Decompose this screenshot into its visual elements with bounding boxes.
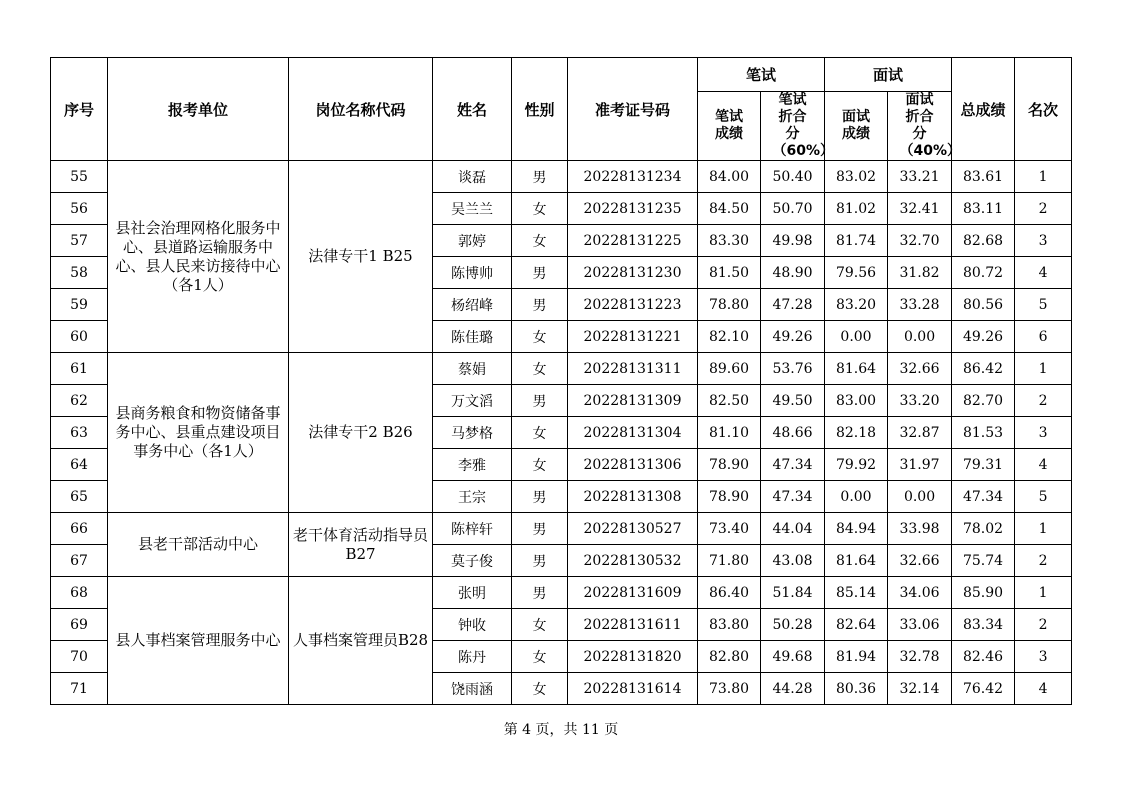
header-rank: 名次 [1015,58,1072,161]
cell-interview-weighted: 32.66 [888,545,952,577]
cell-rank: 1 [1015,577,1072,609]
cell-total: 80.72 [952,257,1015,289]
header-post: 岗位名称代码 [289,58,433,161]
cell-exam-no: 20228130527 [568,513,698,545]
cell-seq: 64 [51,449,108,481]
cell-exam-no: 20228131225 [568,225,698,257]
table-header [51,58,1072,161]
header-gender: 性别 [512,58,568,161]
cell-total: 82.68 [952,225,1015,257]
cell-gender: 女 [512,353,568,385]
cell-gender: 女 [512,417,568,449]
cell-interview-weighted: 0.00 [888,321,952,353]
cell-seq: 70 [51,641,108,673]
cell-seq: 62 [51,385,108,417]
cell-seq: 58 [51,257,108,289]
cell-written-weighted: 47.28 [761,289,825,321]
cell-name: 谈磊 [433,161,512,193]
cell-name: 王宗 [433,481,512,513]
table-row [51,353,1072,385]
cell-name: 杨绍峰 [433,289,512,321]
cell-exam-no: 20228131235 [568,193,698,225]
cell-written-score: 81.50 [698,257,761,289]
cell-name: 钟收 [433,609,512,641]
cell-interview-weighted: 32.78 [888,641,952,673]
cell-interview-score: 0.00 [825,481,888,513]
cell-written-score: 89.60 [698,353,761,385]
cell-written-score: 82.10 [698,321,761,353]
cell-seq: 65 [51,481,108,513]
cell-total: 81.53 [952,417,1015,449]
cell-exam-no: 20228131306 [568,449,698,481]
cell-written-weighted: 51.84 [761,577,825,609]
cell-total: 78.02 [952,513,1015,545]
cell-interview-score: 79.56 [825,257,888,289]
cell-seq: 56 [51,193,108,225]
header-name: 姓名 [433,58,512,161]
cell-written-score: 86.40 [698,577,761,609]
cell-interview-score: 82.18 [825,417,888,449]
cell-gender: 女 [512,641,568,673]
cell-interview-weighted: 33.20 [888,385,952,417]
header-written-group: 笔试 [698,58,825,92]
cell-rank: 6 [1015,321,1072,353]
cell-written-weighted: 47.34 [761,449,825,481]
cell-seq: 57 [51,225,108,257]
cell-unit: 县人事档案管理服务中心 [108,577,289,705]
cell-unit: 县社会治理网格化服务中心、县道路运输服务中心、县人民来访接待中心（各1人） [108,161,289,353]
cell-written-weighted: 49.68 [761,641,825,673]
cell-name: 李雅 [433,449,512,481]
cell-total: 80.56 [952,289,1015,321]
cell-rank: 2 [1015,545,1072,577]
cell-seq: 71 [51,673,108,705]
cell-rank: 2 [1015,385,1072,417]
cell-name: 陈佳璐 [433,321,512,353]
cell-interview-score: 81.64 [825,353,888,385]
cell-gender: 男 [512,161,568,193]
cell-unit: 县商务粮食和物资储备事务中心、县重点建设项目事务中心（各1人） [108,353,289,513]
cell-interview-weighted: 33.21 [888,161,952,193]
cell-written-weighted: 50.28 [761,609,825,641]
cell-written-weighted: 53.76 [761,353,825,385]
cell-rank: 1 [1015,161,1072,193]
cell-written-score: 78.90 [698,449,761,481]
cell-interview-score: 85.14 [825,577,888,609]
cell-interview-score: 80.36 [825,673,888,705]
header-written-score: 笔试成绩 [698,92,761,161]
cell-name: 马梦格 [433,417,512,449]
cell-name: 郭婷 [433,225,512,257]
cell-written-score: 73.40 [698,513,761,545]
cell-exam-no: 20228131820 [568,641,698,673]
cell-seq: 55 [51,161,108,193]
cell-seq: 69 [51,609,108,641]
cell-exam-no: 20228130532 [568,545,698,577]
cell-post: 法律专干1 B25 [289,161,433,353]
header-exam-no: 准考证号码 [568,58,698,161]
cell-gender: 男 [512,513,568,545]
cell-written-weighted: 49.26 [761,321,825,353]
cell-exam-no: 20228131304 [568,417,698,449]
cell-written-weighted: 44.04 [761,513,825,545]
cell-interview-weighted: 32.70 [888,225,952,257]
cell-written-score: 82.80 [698,641,761,673]
cell-seq: 63 [51,417,108,449]
cell-interview-weighted: 0.00 [888,481,952,513]
cell-unit: 县老干部活动中心 [108,513,289,577]
cell-total: 86.42 [952,353,1015,385]
cell-total: 83.34 [952,609,1015,641]
cell-written-weighted: 48.66 [761,417,825,449]
cell-interview-weighted: 32.41 [888,193,952,225]
cell-total: 82.46 [952,641,1015,673]
cell-interview-score: 79.92 [825,449,888,481]
cell-seq: 66 [51,513,108,545]
cell-interview-weighted: 33.98 [888,513,952,545]
cell-gender: 男 [512,257,568,289]
cell-gender: 女 [512,449,568,481]
cell-gender: 女 [512,673,568,705]
cell-written-score: 84.50 [698,193,761,225]
cell-total: 75.74 [952,545,1015,577]
cell-exam-no: 20228131311 [568,353,698,385]
header-written-weighted: 笔试折合分（60%） [761,92,825,161]
cell-written-score: 81.10 [698,417,761,449]
cell-written-weighted: 49.98 [761,225,825,257]
cell-written-weighted: 44.28 [761,673,825,705]
cell-total: 76.42 [952,673,1015,705]
header-seq: 序号 [51,58,108,161]
cell-written-score: 84.00 [698,161,761,193]
cell-written-weighted: 50.40 [761,161,825,193]
cell-name: 莫子俊 [433,545,512,577]
cell-name: 饶雨涵 [433,673,512,705]
cell-written-weighted: 50.70 [761,193,825,225]
cell-rank: 3 [1015,225,1072,257]
cell-interview-weighted: 33.28 [888,289,952,321]
cell-interview-weighted: 32.66 [888,353,952,385]
cell-interview-score: 83.00 [825,385,888,417]
cell-name: 陈丹 [433,641,512,673]
cell-rank: 4 [1015,449,1072,481]
cell-seq: 67 [51,545,108,577]
cell-total: 49.26 [952,321,1015,353]
score-table [50,57,1072,705]
cell-rank: 1 [1015,513,1072,545]
header-interview-weighted: 面试折合分（40%） [888,92,952,161]
header-interview-group: 面试 [825,58,952,92]
cell-gender: 女 [512,321,568,353]
cell-interview-weighted: 32.87 [888,417,952,449]
cell-total: 82.70 [952,385,1015,417]
cell-exam-no: 20228131308 [568,481,698,513]
table-body [51,161,1072,705]
cell-exam-no: 20228131614 [568,673,698,705]
cell-interview-score: 82.64 [825,609,888,641]
cell-total: 83.61 [952,161,1015,193]
cell-gender: 男 [512,481,568,513]
table-row [51,161,1072,193]
header-total: 总成绩 [952,58,1015,161]
cell-interview-weighted: 31.97 [888,449,952,481]
cell-interview-weighted: 34.06 [888,577,952,609]
cell-written-score: 73.80 [698,673,761,705]
cell-interview-score: 81.74 [825,225,888,257]
cell-total: 79.31 [952,449,1015,481]
cell-name: 蔡娟 [433,353,512,385]
cell-written-weighted: 47.34 [761,481,825,513]
cell-interview-score: 81.64 [825,545,888,577]
cell-interview-score: 81.02 [825,193,888,225]
cell-name: 陈博帅 [433,257,512,289]
cell-interview-weighted: 32.14 [888,673,952,705]
cell-exam-no: 20228131309 [568,385,698,417]
cell-written-weighted: 49.50 [761,385,825,417]
cell-exam-no: 20228131234 [568,161,698,193]
cell-interview-score: 83.02 [825,161,888,193]
cell-written-weighted: 48.90 [761,257,825,289]
table-row [51,513,1072,545]
cell-rank: 4 [1015,673,1072,705]
cell-written-score: 83.80 [698,609,761,641]
cell-total: 85.90 [952,577,1015,609]
cell-written-score: 78.90 [698,481,761,513]
cell-exam-no: 20228131223 [568,289,698,321]
cell-written-score: 78.80 [698,289,761,321]
cell-written-score: 83.30 [698,225,761,257]
cell-written-weighted: 43.08 [761,545,825,577]
table-row [51,577,1072,609]
cell-rank: 5 [1015,289,1072,321]
cell-interview-weighted: 33.06 [888,609,952,641]
cell-post: 老干体育活动指导员B27 [289,513,433,577]
cell-exam-no: 20228131611 [568,609,698,641]
page-footer: 第 4 页，共 11 页 [503,722,619,738]
cell-name: 吴兰兰 [433,193,512,225]
header-unit: 报考单位 [108,58,289,161]
cell-interview-score: 0.00 [825,321,888,353]
cell-seq: 61 [51,353,108,385]
cell-gender: 男 [512,289,568,321]
cell-rank: 3 [1015,641,1072,673]
cell-exam-no: 20228131221 [568,321,698,353]
cell-name: 万文滔 [433,385,512,417]
cell-total: 47.34 [952,481,1015,513]
cell-seq: 59 [51,289,108,321]
cell-post: 人事档案管理员B28 [289,577,433,705]
cell-gender: 女 [512,609,568,641]
cell-name: 陈梓轩 [433,513,512,545]
cell-gender: 女 [512,193,568,225]
cell-rank: 2 [1015,193,1072,225]
cell-exam-no: 20228131230 [568,257,698,289]
cell-interview-score: 83.20 [825,289,888,321]
cell-rank: 1 [1015,353,1072,385]
cell-total: 83.11 [952,193,1015,225]
cell-interview-score: 81.94 [825,641,888,673]
cell-interview-score: 84.94 [825,513,888,545]
cell-exam-no: 20228131609 [568,577,698,609]
cell-seq: 68 [51,577,108,609]
cell-gender: 男 [512,577,568,609]
cell-rank: 2 [1015,609,1072,641]
cell-written-score: 82.50 [698,385,761,417]
cell-rank: 4 [1015,257,1072,289]
cell-rank: 5 [1015,481,1072,513]
cell-gender: 男 [512,545,568,577]
header-interview-score: 面试成绩 [825,92,888,161]
cell-written-score: 71.80 [698,545,761,577]
cell-interview-weighted: 31.82 [888,257,952,289]
cell-rank: 3 [1015,417,1072,449]
cell-seq: 60 [51,321,108,353]
cell-gender: 男 [512,385,568,417]
cell-name: 张明 [433,577,512,609]
cell-gender: 女 [512,225,568,257]
cell-post: 法律专干2 B26 [289,353,433,513]
